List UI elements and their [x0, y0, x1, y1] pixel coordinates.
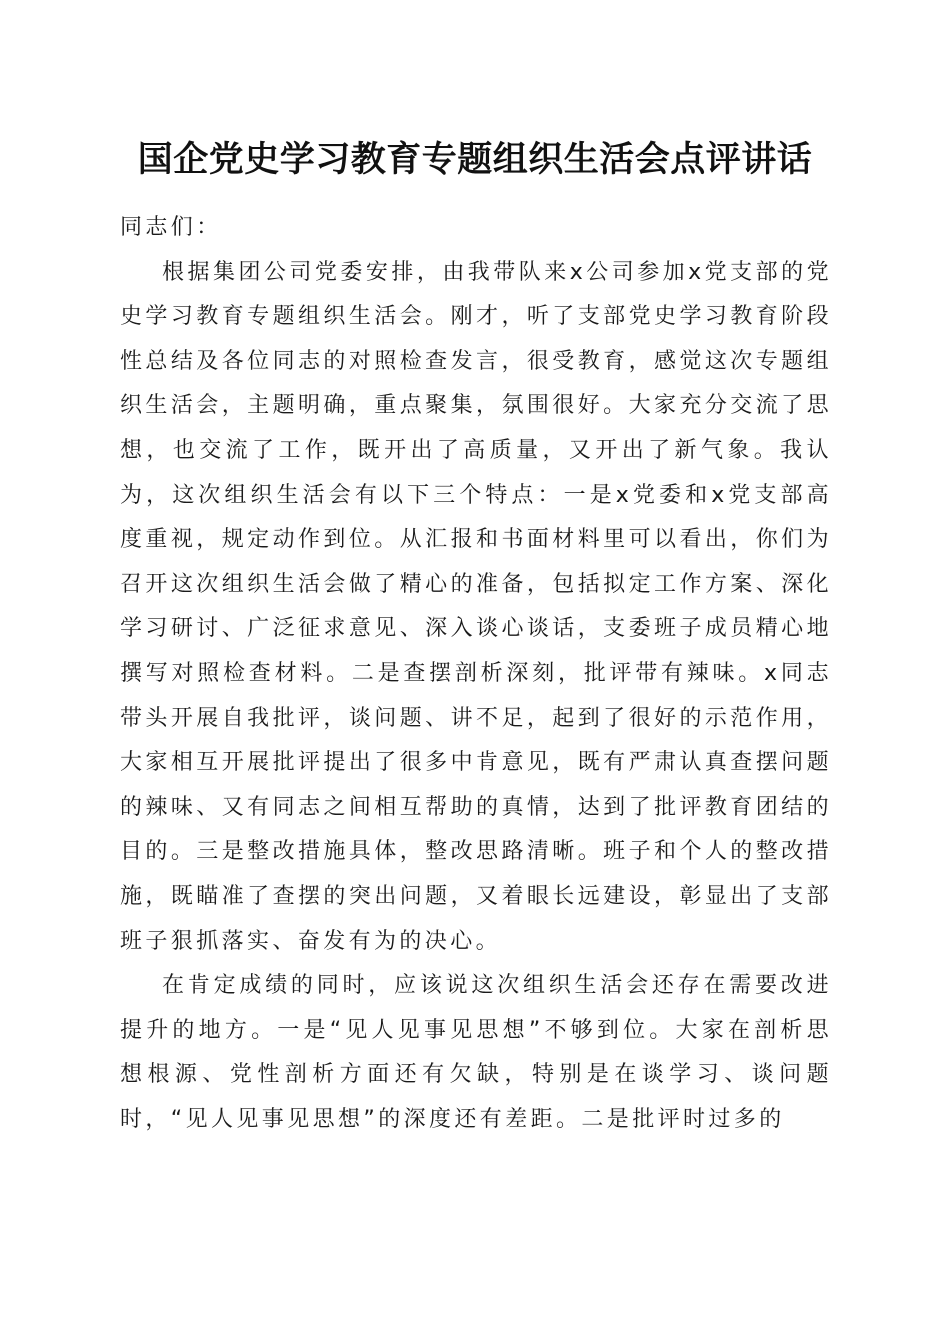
paragraph-2: 在肯定成绩的同时，应该说这次组织生活会还存在需要改进提升的地方。一是“见人见事见思想”不够到位。大家在剖析思想根源、党性剖析方面还有欠缺，特别是在谈学习、谈问题时，“见人见事见思想”的深度还有差距。二是批评时过多的: [120, 973, 832, 1132]
salutation: 同志们：: [120, 215, 222, 240]
document-title: 国企党史学习教育专题组织生活会点评讲话: [137, 139, 813, 180]
document-body: [120, 206, 832, 1142]
paragraph-1: 根据集团公司党委安排，由我带队来x公司参加x党支部的党史学习教育专题组织生活会。刚才，听了支部党史学习教育阶段性总结及各位同志的对照检查发言，很受教育，感觉这次专题组织生活会，主题明确，重点聚集，氛围很好。大家充分交流了思想，也交流了工作，既开出了高质量，又开出了新气象。我认为，这次组织生活会有以下三个特点：一是x党委和x党支部高度重视，规定动作到位。从汇报和书面材料里可以看出，你们为召开这次组织生活会做了精心的准备，包括拟定工作方案、深化学习研讨、广泛征求意见、深入谈心谈话，支委班子成员精心地撰写对照检查材料。二是查摆剖析深刻，批评带有辣味。x同志带头开展自我批评，谈问题、讲不足，起到了很好的示范作用，大家相互开展批评提出了很多中肯意见，既有严肃认真查摆问题的辣味、又有同志之间相互帮助的真情，达到了批评教育团结的目的。三是整改措施具体，整改思路清晰。班子和个人的整改措施，既瞄准了查摆的突出问题，又着眼长远建设，彰显出了支部班子狠抓落实、奋发有为的决心。: [120, 259, 832, 954]
